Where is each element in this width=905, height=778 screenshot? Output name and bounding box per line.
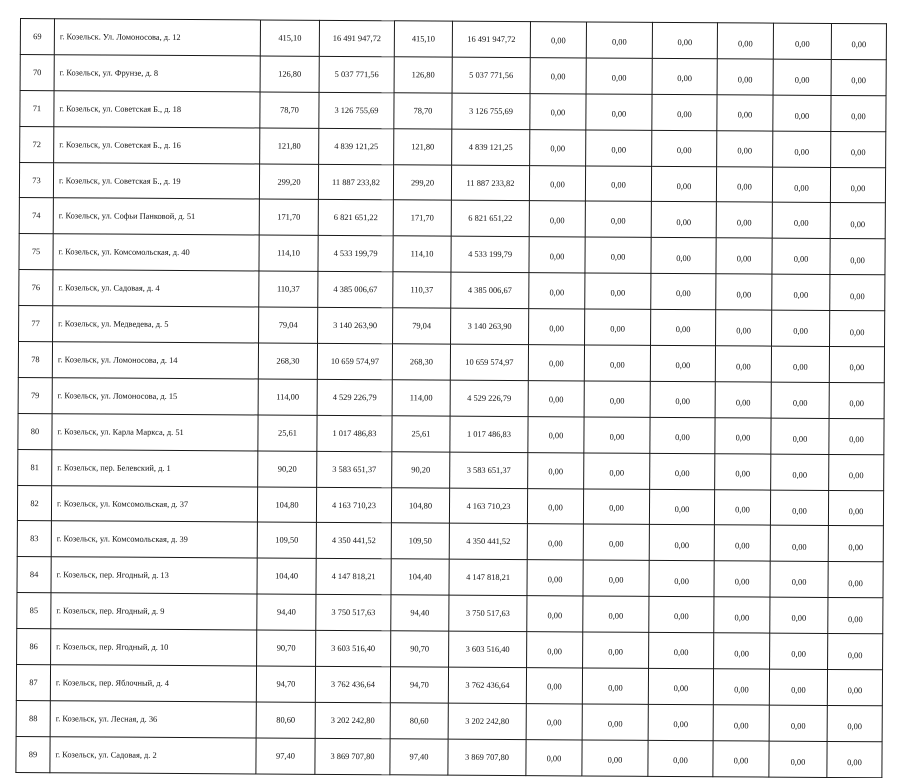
- value-cell: 3 869 707,80: [315, 738, 390, 774]
- row-number: 79: [18, 377, 52, 413]
- value-cell: 3 869 707,80: [448, 739, 526, 775]
- value-cell: 0,00: [717, 95, 773, 131]
- value-cell: 0,00: [651, 238, 716, 274]
- value-cell: 0,00: [714, 633, 770, 669]
- value-cell: 3 750 517,63: [449, 595, 527, 631]
- table-row: [17, 485, 883, 526]
- value-cell: 3 202 242,80: [315, 702, 390, 738]
- value-cell: 0,00: [530, 22, 586, 58]
- value-cell: 3 583 651,37: [317, 451, 392, 487]
- value-cell: 0,00: [715, 346, 771, 382]
- value-cell: 0,00: [828, 526, 883, 562]
- value-cell: 0,00: [528, 452, 584, 488]
- value-cell: 0,00: [583, 524, 649, 560]
- value-cell: 0,00: [772, 167, 830, 203]
- value-cell: 0,00: [652, 130, 717, 166]
- address-cell: г. Козельск, пер. Ягодный, д. 13: [51, 557, 257, 594]
- value-cell: 171,70: [259, 199, 318, 235]
- value-cell: 110,37: [259, 271, 318, 307]
- address-cell: г. Козельск. Ул. Ломоносова, д. 12: [54, 19, 260, 56]
- value-cell: 4 839 121,25: [452, 129, 530, 165]
- value-cell: 0,00: [529, 273, 585, 309]
- value-cell: 0,00: [771, 346, 829, 382]
- value-cell: 114,10: [259, 235, 318, 271]
- value-cell: 80,60: [390, 703, 448, 739]
- value-cell: 0,00: [650, 381, 715, 417]
- value-cell: 1 017 486,83: [317, 415, 392, 451]
- value-cell: 0,00: [530, 93, 586, 129]
- value-cell: 0,00: [828, 598, 883, 634]
- value-cell: 0,00: [583, 596, 649, 632]
- row-number: 73: [19, 162, 53, 198]
- value-cell: 109,50: [391, 523, 449, 559]
- address-cell: г. Козельск, ул. Советская Б., д. 16: [54, 126, 260, 163]
- value-cell: 0,00: [650, 417, 715, 453]
- table-row: [18, 342, 884, 383]
- table-row: [19, 234, 885, 275]
- value-cell: 79,04: [259, 307, 318, 343]
- value-cell: 0,00: [830, 311, 885, 347]
- value-cell: 0,00: [652, 22, 717, 58]
- value-cell: 0,00: [830, 167, 885, 203]
- row-number: 78: [18, 342, 52, 378]
- value-cell: 104,80: [257, 487, 316, 523]
- value-cell: 0,00: [717, 59, 773, 95]
- value-cell: 299,20: [393, 164, 451, 200]
- value-cell: 4 163 710,23: [316, 487, 391, 523]
- value-cell: 1 017 486,83: [450, 416, 528, 452]
- value-cell: 3 583 651,37: [450, 452, 528, 488]
- value-cell: 4 163 710,23: [449, 488, 527, 524]
- table-row: [20, 54, 886, 95]
- value-cell: 0,00: [770, 561, 828, 597]
- row-number: 81: [18, 449, 52, 485]
- value-cell: 0,00: [648, 740, 713, 776]
- table-row: [19, 162, 885, 203]
- address-cell: г. Козельск, ул. Комсомольская, д. 37: [51, 485, 257, 522]
- value-cell: 0,00: [651, 274, 716, 310]
- value-cell: 11 887 233,82: [318, 164, 393, 200]
- value-cell: 0,00: [528, 416, 584, 452]
- value-cell: 0,00: [713, 705, 769, 741]
- table-row: [17, 557, 883, 598]
- value-cell: 0,00: [649, 489, 714, 525]
- address-cell: г. Козельск, пер. Белевский, д. 1: [52, 449, 258, 486]
- value-cell: 0,00: [827, 669, 882, 705]
- value-cell: 0,00: [831, 131, 886, 167]
- value-cell: 4 839 121,25: [319, 128, 394, 164]
- table-body: [16, 19, 887, 778]
- value-cell: 0,00: [526, 739, 582, 775]
- row-number: 71: [20, 90, 54, 126]
- value-cell: 0,00: [770, 633, 828, 669]
- value-cell: 0,00: [828, 562, 883, 598]
- value-cell: 11 887 233,82: [451, 165, 529, 201]
- value-cell: 0,00: [829, 418, 884, 454]
- table-row: [17, 593, 883, 634]
- value-cell: 0,00: [714, 597, 770, 633]
- value-cell: 0,00: [585, 201, 651, 237]
- value-cell: 0,00: [583, 489, 649, 525]
- value-cell: 6 821 651,22: [451, 201, 529, 237]
- value-cell: 3 202 242,80: [448, 703, 526, 739]
- value-cell: 0,00: [583, 632, 649, 668]
- value-cell: 0,00: [830, 239, 885, 275]
- value-cell: 10 659 574,97: [317, 343, 392, 379]
- row-number: 80: [18, 413, 52, 449]
- value-cell: 0,00: [526, 704, 582, 740]
- address-cell: г. Козельск, ул. Садовая, д. 2: [50, 737, 256, 774]
- value-cell: 0,00: [770, 597, 828, 633]
- value-cell: 25,61: [392, 416, 450, 452]
- table-row: [18, 377, 884, 418]
- value-cell: 0,00: [527, 524, 583, 560]
- value-cell: 0,00: [772, 238, 830, 274]
- value-cell: 3 750 517,63: [316, 595, 391, 631]
- value-cell: 0,00: [771, 418, 829, 454]
- value-cell: 94,40: [257, 594, 316, 630]
- value-cell: 114,00: [258, 379, 317, 415]
- value-cell: 94,70: [256, 666, 315, 702]
- table-row: [18, 449, 884, 490]
- value-cell: 3 140 263,90: [318, 307, 393, 343]
- value-cell: 0,00: [649, 561, 714, 597]
- value-cell: 126,80: [260, 56, 319, 92]
- value-cell: 0,00: [526, 668, 582, 704]
- value-cell: 110,37: [393, 272, 451, 308]
- value-cell: 4 147 818,21: [449, 559, 527, 595]
- value-cell: 121,80: [394, 128, 452, 164]
- value-cell: 90,70: [391, 631, 449, 667]
- value-cell: 97,40: [256, 738, 315, 774]
- value-cell: 0,00: [829, 346, 884, 382]
- row-number: 74: [19, 198, 53, 234]
- address-cell: г. Козельск, ул. Советская Б., д. 18: [54, 90, 260, 127]
- value-cell: 0,00: [827, 705, 882, 741]
- value-cell: 4 533 199,79: [451, 236, 529, 272]
- value-cell: 94,70: [390, 667, 448, 703]
- value-cell: 0,00: [649, 525, 714, 561]
- row-number: 84: [17, 557, 51, 593]
- value-cell: 0,00: [716, 310, 772, 346]
- value-cell: 4 533 199,79: [318, 236, 393, 272]
- value-cell: 0,00: [586, 94, 652, 130]
- row-number: 75: [19, 234, 53, 270]
- value-cell: 0,00: [771, 382, 829, 418]
- address-cell: г. Козельск, ул. Софьи Панковой, д. 51: [53, 198, 259, 235]
- table-row: [17, 521, 883, 562]
- value-cell: 0,00: [829, 382, 884, 418]
- row-number: 83: [17, 521, 51, 557]
- value-cell: 0,00: [650, 453, 715, 489]
- row-number: 76: [19, 270, 53, 306]
- value-cell: 0,00: [716, 274, 772, 310]
- table-row: [20, 126, 886, 167]
- scanned-page: [15, 18, 887, 778]
- value-cell: 25,61: [258, 415, 317, 451]
- value-cell: 0,00: [585, 273, 651, 309]
- table-row: [16, 700, 882, 741]
- value-cell: 0,00: [651, 309, 716, 345]
- value-cell: 0,00: [828, 634, 883, 670]
- value-cell: 0,00: [714, 489, 770, 525]
- value-cell: 0,00: [530, 58, 586, 94]
- value-cell: 114,00: [392, 380, 450, 416]
- row-number: 85: [17, 593, 51, 629]
- value-cell: 0,00: [648, 668, 713, 704]
- value-cell: 0,00: [529, 201, 585, 237]
- value-cell: 78,70: [394, 93, 452, 129]
- value-cell: 0,00: [831, 59, 886, 95]
- value-cell: 80,60: [256, 702, 315, 738]
- value-cell: 0,00: [829, 454, 884, 490]
- address-cell: г. Козельск, ул. Карла Маркса, д. 51: [52, 414, 258, 451]
- address-cell: г. Козельск, ул. Ломоносова, д. 15: [52, 378, 258, 415]
- value-cell: 0,00: [527, 596, 583, 632]
- value-cell: 0,00: [650, 345, 715, 381]
- value-cell: 97,40: [390, 739, 448, 775]
- value-cell: 299,20: [259, 164, 318, 200]
- value-cell: 0,00: [529, 237, 585, 273]
- value-cell: 3 603 516,40: [449, 631, 527, 667]
- value-cell: 0,00: [772, 310, 830, 346]
- value-cell: 0,00: [527, 560, 583, 596]
- value-cell: 104,80: [391, 487, 449, 523]
- address-cell: г. Козельск, ул. Медведева, д. 5: [53, 306, 259, 343]
- value-cell: 0,00: [773, 95, 831, 131]
- value-cell: 0,00: [582, 704, 648, 740]
- value-cell: 0,00: [772, 274, 830, 310]
- value-cell: 0,00: [528, 381, 584, 417]
- value-cell: 90,20: [392, 451, 450, 487]
- address-cell: г. Козельск, ул. Комсомольская, д. 40: [53, 234, 259, 271]
- value-cell: 79,04: [393, 308, 451, 344]
- value-cell: 0,00: [769, 669, 827, 705]
- value-cell: 0,00: [528, 345, 584, 381]
- value-cell: 0,00: [649, 597, 714, 633]
- table-row: [16, 665, 882, 706]
- value-cell: 0,00: [830, 275, 885, 311]
- value-cell: 0,00: [652, 58, 717, 94]
- value-cell: 3 140 263,90: [451, 308, 529, 344]
- value-cell: 0,00: [583, 560, 649, 596]
- value-cell: 268,30: [258, 343, 317, 379]
- value-cell: 171,70: [393, 200, 451, 236]
- value-cell: 0,00: [715, 382, 771, 418]
- value-cell: 3 126 755,69: [319, 92, 394, 128]
- value-cell: 0,00: [586, 58, 652, 94]
- value-cell: 0,00: [585, 309, 651, 345]
- value-cell: 4 529 226,79: [450, 380, 528, 416]
- value-cell: 0,00: [586, 130, 652, 166]
- value-cell: 0,00: [713, 741, 769, 777]
- value-cell: 0,00: [828, 490, 883, 526]
- table-row: [16, 736, 882, 777]
- table-row: [19, 270, 885, 311]
- value-cell: 0,00: [585, 237, 651, 273]
- value-cell: 0,00: [831, 95, 886, 131]
- value-cell: 121,80: [260, 128, 319, 164]
- value-cell: 0,00: [770, 526, 828, 562]
- row-number: 69: [20, 19, 54, 55]
- value-cell: 3 762 436,64: [448, 667, 526, 703]
- value-cell: 0,00: [714, 561, 770, 597]
- value-cell: 0,00: [584, 453, 650, 489]
- value-cell: 126,80: [394, 57, 452, 93]
- value-cell: 0,00: [527, 488, 583, 524]
- value-cell: 0,00: [648, 704, 713, 740]
- value-cell: 94,40: [391, 595, 449, 631]
- row-number: 88: [16, 700, 50, 736]
- value-cell: 0,00: [772, 203, 830, 239]
- row-number: 82: [17, 485, 51, 521]
- row-number: 87: [16, 665, 50, 701]
- value-cell: 0,00: [717, 130, 773, 166]
- row-number: 72: [20, 126, 54, 162]
- table-row: [19, 198, 885, 239]
- value-cell: 4 385 006,67: [451, 272, 529, 308]
- table-row: [19, 306, 885, 347]
- value-cell: 0,00: [713, 669, 769, 705]
- value-cell: 0,00: [827, 741, 882, 777]
- value-cell: 6 821 651,22: [318, 200, 393, 236]
- address-cell: г. Козельск, пер. Ягодный, д. 10: [51, 629, 257, 666]
- value-cell: 0,00: [584, 381, 650, 417]
- value-cell: 5 037 771,56: [319, 56, 394, 92]
- table-row: [17, 629, 883, 670]
- value-cell: 0,00: [651, 166, 716, 202]
- value-cell: 0,00: [830, 203, 885, 239]
- value-cell: 268,30: [392, 344, 450, 380]
- value-cell: 4 350 441,52: [316, 523, 391, 559]
- value-cell: 104,40: [257, 558, 316, 594]
- value-cell: 0,00: [831, 23, 886, 59]
- address-cell: г. Козельск, ул. Ломоносова, д. 14: [52, 342, 258, 379]
- value-cell: 0,00: [585, 166, 651, 202]
- address-cell: г. Козельск, ул. Комсомольская, д. 39: [51, 521, 257, 558]
- value-cell: 0,00: [716, 202, 772, 238]
- value-cell: 0,00: [586, 22, 652, 58]
- value-cell: 0,00: [716, 166, 772, 202]
- value-cell: 104,40: [391, 559, 449, 595]
- value-cell: 0,00: [769, 705, 827, 741]
- value-cell: 415,10: [260, 20, 319, 56]
- row-number: 86: [17, 629, 51, 665]
- value-cell: 0,00: [771, 454, 829, 490]
- value-cell: 0,00: [529, 309, 585, 345]
- value-cell: 0,00: [530, 129, 586, 165]
- address-cell: г. Козельск, ул. Фрунзе, д. 8: [54, 55, 260, 92]
- value-cell: 78,70: [260, 92, 319, 128]
- value-cell: 0,00: [716, 238, 772, 274]
- value-cell: 10 659 574,97: [450, 344, 528, 380]
- value-cell: 0,00: [773, 131, 831, 167]
- value-cell: 0,00: [715, 418, 771, 454]
- value-cell: 415,10: [394, 21, 452, 57]
- value-cell: 0,00: [651, 202, 716, 238]
- table-row: [20, 90, 886, 131]
- value-cell: 90,20: [258, 451, 317, 487]
- value-cell: 0,00: [773, 59, 831, 95]
- value-cell: 16 491 947,72: [452, 21, 530, 57]
- value-cell: 0,00: [717, 23, 773, 59]
- value-cell: 3 603 516,40: [316, 630, 391, 666]
- value-cell: 4 385 006,67: [318, 272, 393, 308]
- value-cell: 3 126 755,69: [452, 93, 530, 129]
- value-cell: 0,00: [652, 94, 717, 130]
- value-cell: 0,00: [649, 632, 714, 668]
- address-cell: г. Козельск, ул. Лесная, д. 36: [50, 701, 256, 738]
- address-cell: г. Козельск, пер. Яблочный, д. 4: [50, 665, 256, 702]
- value-cell: 5 037 771,56: [452, 57, 530, 93]
- table-row: [20, 19, 886, 60]
- value-cell: 0,00: [584, 345, 650, 381]
- value-cell: 0,00: [582, 668, 648, 704]
- value-cell: 0,00: [770, 490, 828, 526]
- value-cell: 90,70: [257, 630, 316, 666]
- address-cell: г. Козельск, ул. Советская Б., д. 19: [53, 162, 259, 199]
- row-number: 89: [16, 736, 50, 772]
- row-number: 77: [19, 306, 53, 342]
- value-cell: 0,00: [529, 165, 585, 201]
- value-cell: 0,00: [769, 741, 827, 777]
- value-cell: 4 147 818,21: [316, 559, 391, 595]
- value-cell: 109,50: [257, 522, 316, 558]
- value-cell: 0,00: [715, 453, 771, 489]
- value-cell: 0,00: [582, 740, 648, 776]
- address-cell: г. Козельск, пер. Ягодный, д. 9: [51, 593, 257, 630]
- value-cell: 0,00: [527, 632, 583, 668]
- value-cell: 16 491 947,72: [319, 20, 394, 56]
- table-row: [18, 413, 884, 454]
- value-cell: 3 762 436,64: [315, 666, 390, 702]
- housing-fund-table: [15, 18, 887, 778]
- value-cell: 0,00: [773, 23, 831, 59]
- row-number: 70: [20, 54, 54, 90]
- address-cell: г. Козельск, ул. Садовая, д. 4: [53, 270, 259, 307]
- value-cell: 4 350 441,52: [449, 524, 527, 560]
- value-cell: 114,10: [393, 236, 451, 272]
- value-cell: 0,00: [714, 525, 770, 561]
- value-cell: 4 529 226,79: [317, 379, 392, 415]
- value-cell: 0,00: [584, 417, 650, 453]
